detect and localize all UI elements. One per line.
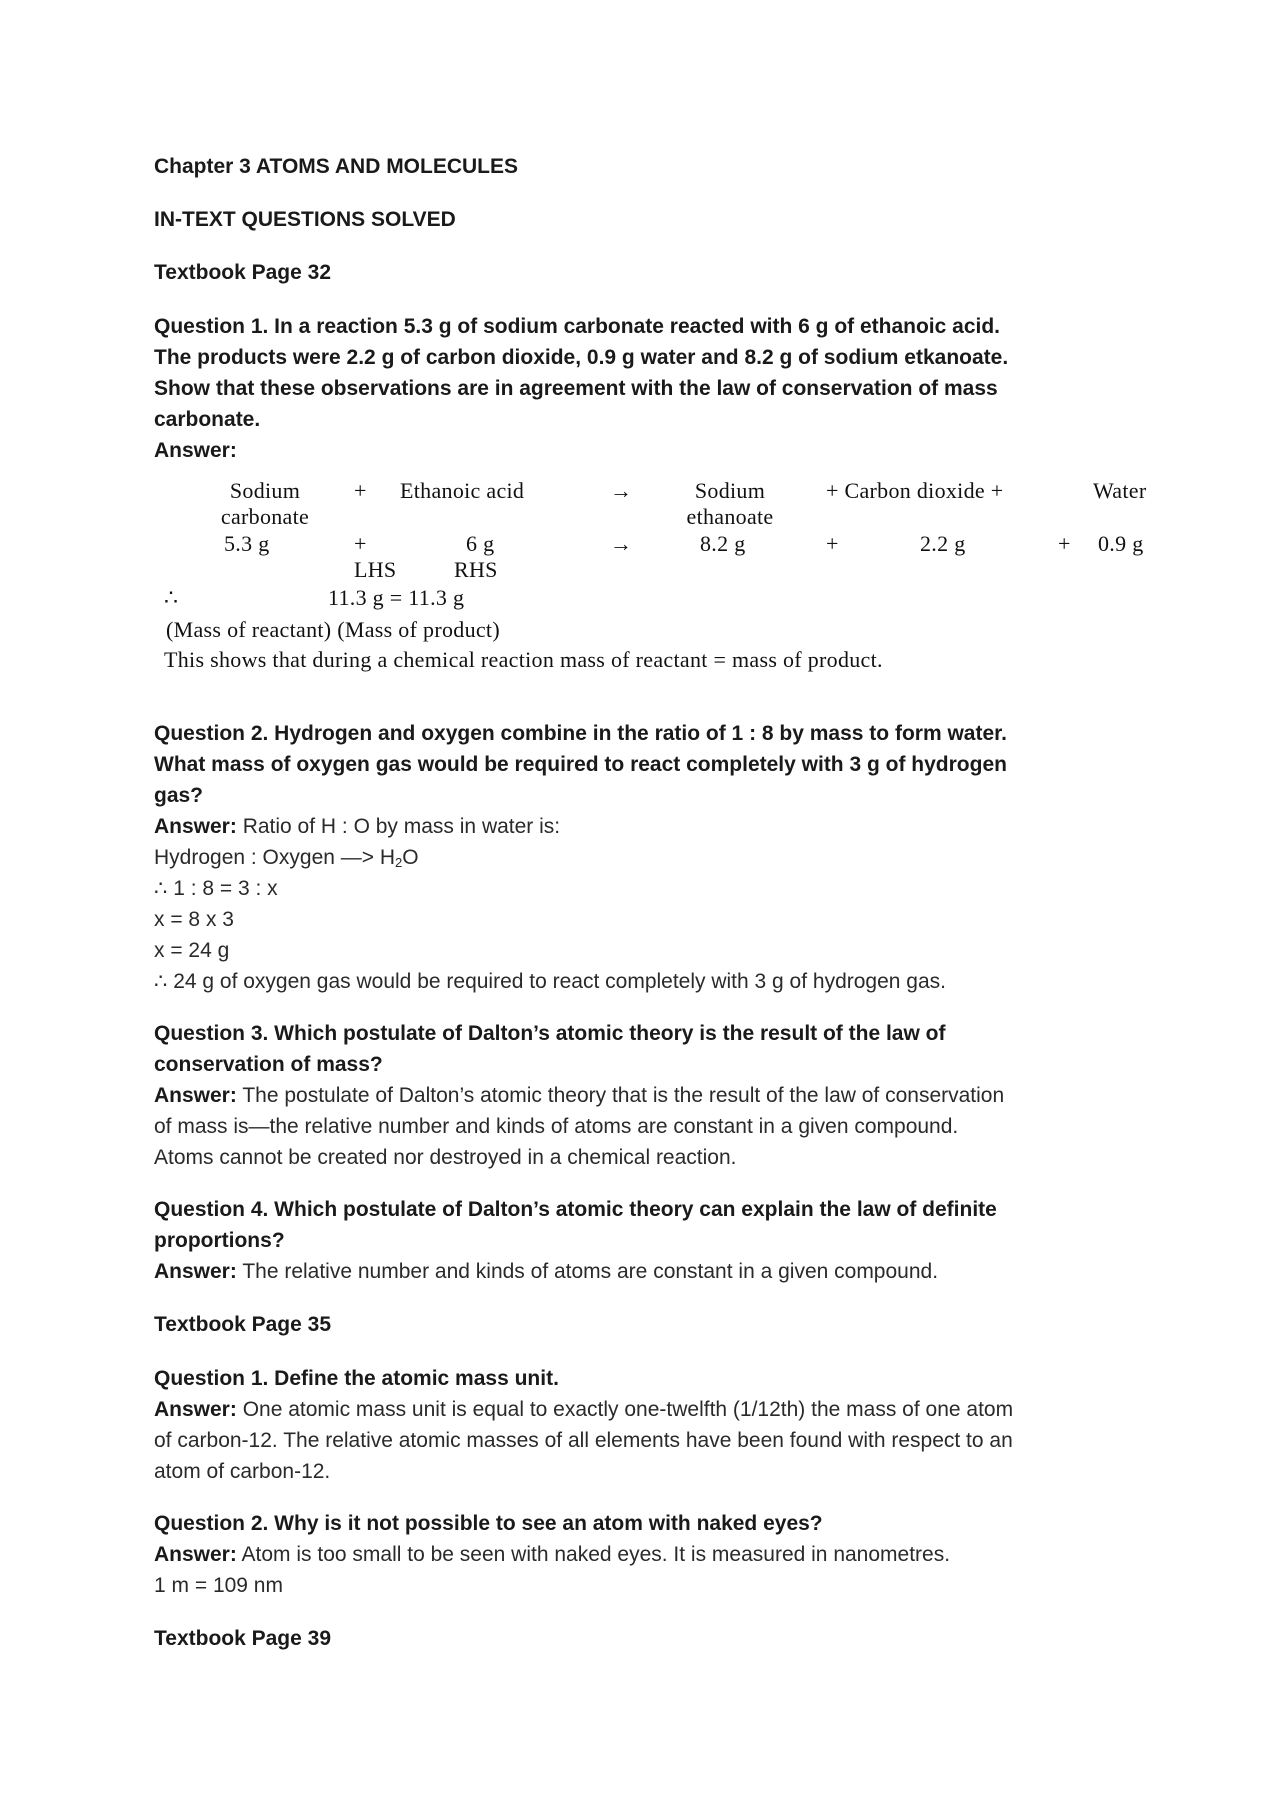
answer-line (154, 1080, 1004, 1111)
answer-label: Answer: (154, 1260, 237, 1283)
eq-product1-line1: Sodium (694, 478, 766, 503)
answer-label: Answer: (154, 1543, 237, 1566)
eq-mass-p1: 8.2 g (700, 531, 746, 556)
answer-line (154, 842, 419, 873)
question-text: proportions? (154, 1229, 285, 1252)
question-text: Show that these observations are in agreement with the law of conservation of mass (154, 377, 998, 400)
question-text: carbonate. (154, 408, 261, 431)
answer-line: Atoms cannot be created nor destroyed in a chemical reaction. (154, 1146, 737, 1169)
answer-line (154, 1256, 938, 1287)
answer-text: O (402, 846, 419, 869)
eq-mass-r1: 5.3 g (224, 531, 270, 556)
therefore-symbol: ∴ (164, 585, 179, 610)
question-text: conservation of mass? (154, 1053, 383, 1076)
answer-line: of carbon-12. The relative atomic masses of all elements have been found with respect to an (154, 1429, 1013, 1452)
question-text: Question 1. Define the atomic mass unit. (154, 1367, 559, 1390)
eq-reactant1-line2: carbonate (220, 504, 310, 529)
answer-text: One atomic mass unit is equal to exactly one-twelfth (1/12th) the mass of one atom (236, 1398, 1014, 1421)
eq-mass-p3: 0.9 g (1098, 531, 1144, 556)
question-text: Question 2. Hydrogen and oxygen combine in the ratio of 1 : 8 by mass to form water. (154, 722, 1007, 745)
answer-line: of mass is—the relative number and kinds of atoms are constant in a given compound. (154, 1115, 959, 1138)
eq-mass-plus: + (1058, 531, 1071, 556)
answer-line: ∴ 24 g of oxygen gas would be required to react completely with 3 g of hydrogen gas. (154, 970, 947, 993)
answer-line: ∴ 1 : 8 = 3 : x (154, 877, 278, 900)
answer-line: 1 m = 109 nm (154, 1574, 283, 1597)
answer-line: atom of carbon-12. (154, 1460, 331, 1483)
chapter-title: Chapter 3 ATOMS AND MOLECULES (154, 155, 519, 178)
question-text: Question 2. Why is it not possible to see an atom with naked eyes? (154, 1512, 823, 1535)
eq-rhs: RHS (454, 557, 498, 582)
page35-heading: Textbook Page 35 (154, 1313, 332, 1336)
eq-product1-line2: ethanoate (686, 504, 774, 529)
answer-line (154, 1394, 1013, 1425)
answer-label: Answer: (154, 1084, 237, 1107)
eq-product2: + Carbon dioxide + (826, 478, 1004, 503)
page39-heading: Textbook Page 39 (154, 1627, 332, 1650)
question-text: Question 1. In a reaction 5.3 g of sodium carbonate reacted with 6 g of ethanoic acid. (154, 315, 1001, 338)
answer-label: Answer: (154, 1398, 237, 1421)
answer-text: The postulate of Dalton’s atomic theory that is the result of the law of conservation (236, 1084, 1005, 1107)
eq-lhs: LHS (354, 557, 397, 582)
answer-text: Ratio of H : O by mass in water is: (236, 815, 561, 838)
eq-conclusion: This shows that during a chemical reaction mass of reactant = mass of product. (164, 647, 883, 672)
eq-mass-p2: 2.2 g (920, 531, 966, 556)
question-text: Question 3. Which postulate of Dalton’s atomic theory is the result of the law of (154, 1022, 946, 1045)
eq-reactant1-line1: Sodium (229, 478, 301, 503)
answer-label: Answer: (154, 815, 237, 838)
question-text: What mass of oxygen gas would be required to react completely with 3 g of hydrogen (154, 753, 1007, 776)
question-text: The products were 2.2 g of carbon dioxide, 0.9 g water and 8.2 g of sodium etkanoate. (154, 346, 1009, 369)
eq-mass-labels: (Mass of reactant) (Mass of product) (166, 617, 500, 642)
eq-plus: + (354, 478, 367, 503)
eq-reactant2: Ethanoic acid (400, 478, 525, 503)
question-text: Question 4. Which postulate of Dalton’s atomic theory can explain the law of definite (154, 1198, 997, 1221)
answer-label: Answer: (154, 439, 237, 462)
answer-line (154, 1539, 950, 1570)
subscript: 2 (395, 855, 403, 870)
eq-mass-plus: + (826, 531, 839, 556)
eq-mass-plus: + (354, 531, 367, 556)
eq-mass-arrow: → (610, 531, 633, 556)
section-title: IN-TEXT QUESTIONS SOLVED (154, 208, 456, 231)
eq-mass-r2: 6 g (466, 531, 495, 556)
answer-text: Hydrogen : Oxygen —> H (154, 846, 396, 869)
eq-total: 11.3 g = 11.3 g (328, 585, 465, 610)
eq-arrow: → (610, 478, 633, 503)
page32-heading: Textbook Page 32 (154, 261, 332, 284)
answer-text: Atom is too small to be seen with naked eyes. It is measured in nanometres. (236, 1543, 951, 1566)
eq-product3: Water (1093, 478, 1147, 503)
answer-line: x = 24 g (154, 939, 230, 962)
answer-text: The relative number and kinds of atoms are constant in a given compound. (236, 1260, 939, 1283)
answer-line: x = 8 x 3 (154, 908, 234, 931)
question-text: gas? (154, 784, 204, 807)
answer-line (154, 811, 560, 842)
